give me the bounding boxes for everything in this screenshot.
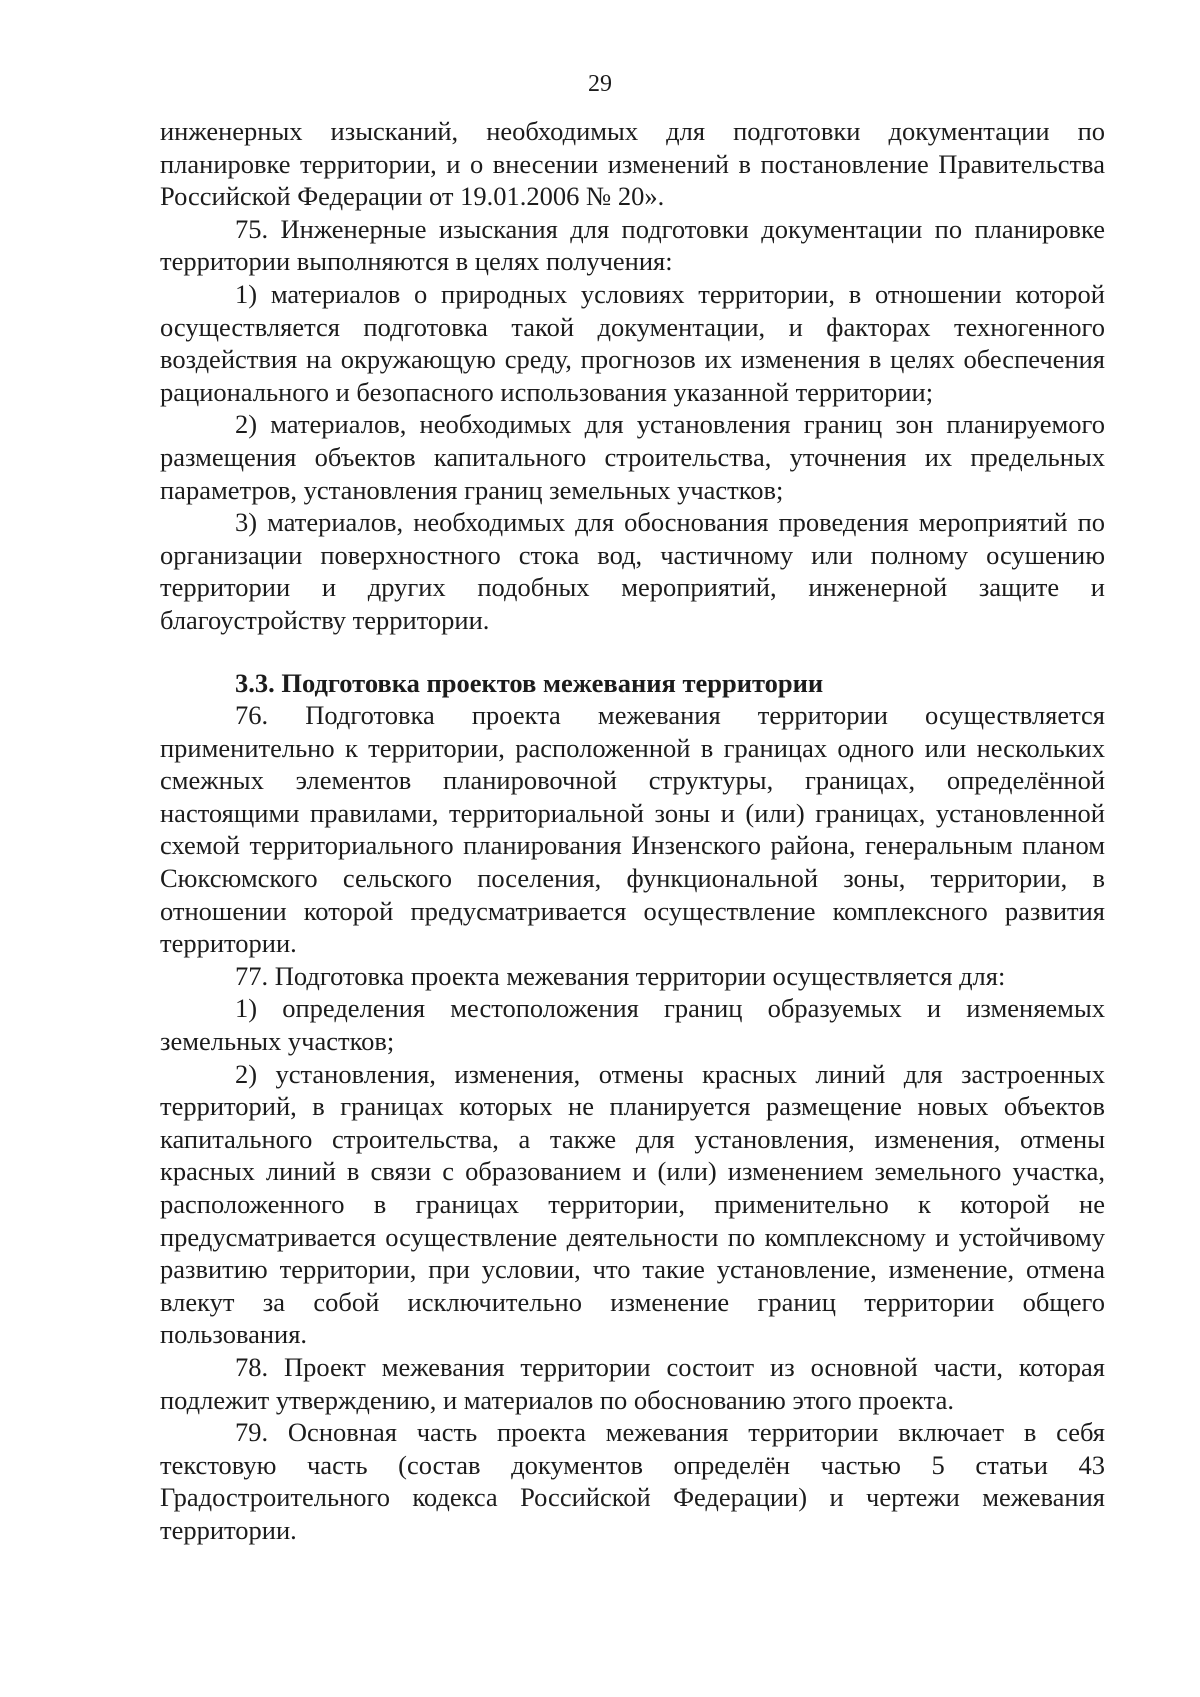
paragraph-75: 75. Инженерные изыскания для подготовки документации по планировке территории выполняются в целях получения: xyxy=(160,213,1105,277)
paragraph-77-item-2: 2) установления, изменения, отмены красных линий для застроенных территорий, в границах которых не планируется размещение новых объектов капитального строительства, а также для установления, изменения, отмены красных линий в связи с образованием и (или) изменением земельного участка, расположенного в границах территории, применительно к которой не предусматривается осуществление деятельности по комплексному и устойчивому развитию территории, при условии, что такие установление, изменение, отмена влекут за собой исключительно изменение границ территории общего пользования. xyxy=(160,1058,1105,1350)
page-number: 29 xyxy=(588,71,612,97)
paragraph-77: 77. Подготовка проекта межевания территории осуществляется для: xyxy=(235,960,1006,991)
paragraph-77-item-1: 1) определения местоположения границ образуемых и изменяемых земельных участков; xyxy=(160,993,1105,1057)
document-body xyxy=(160,115,1105,1547)
section-heading: 3.3. Подготовка проектов межевания территории xyxy=(235,667,824,698)
paragraph-79: 79. Основная часть проекта межевания территории включает в себя текстовую часть (состав документов определён частью 5 статьи 43 Градостроительного кодекса Российской Федерации) и чертежи межевания территории. xyxy=(160,1417,1105,1545)
paragraph-78: 78. Проект межевания территории состоит из основной части, которая подлежит утверждению, и материалов по обоснованию этого проекта. xyxy=(160,1351,1105,1415)
paragraph-continuation: инженерных изысканий, необходимых для подготовки документации по планировке территории, и о внесении изменений в постановление Правительства Российской Федерации от 19.01.2006 № 20». xyxy=(160,116,1105,212)
paragraph-75-item-2: 2) материалов, необходимых для установления границ зон планируемого размещения объектов капитального строительства, уточнения их предельных параметров, установления границ земельных участков; xyxy=(160,409,1105,505)
paragraph-75-item-1: 1) материалов о природных условиях территории, в отношении которой осуществляется подготовка такой документации, и факторах техногенного воздействия на окружающую среду, прогнозов их изменения в целях обеспечения рационального и безопасного использования указанной территории; xyxy=(160,278,1105,407)
paragraph-75-item-3: 3) материалов, необходимых для обоснования проведения мероприятий по организации поверхностного стока вод, частичному или полному осушению территории и других подобных мероприятий, инженерной защите и благоустройству территории. xyxy=(160,507,1105,635)
paragraph-76: 76. Подготовка проекта межевания территории осуществляется применительно к территории, расположенной в границах одного или нескольких смежных элементов планировочной структуры, границах, определённой настоящими правилами, территориальной зоны и (или) границах, установленной схемой территориального планирования Инзенского района, генеральным планом Сюксюмского сельского поселения, функциональной зоны, территории, в отношении которой предусматривается осуществление комплексного развития территории. xyxy=(160,700,1105,959)
